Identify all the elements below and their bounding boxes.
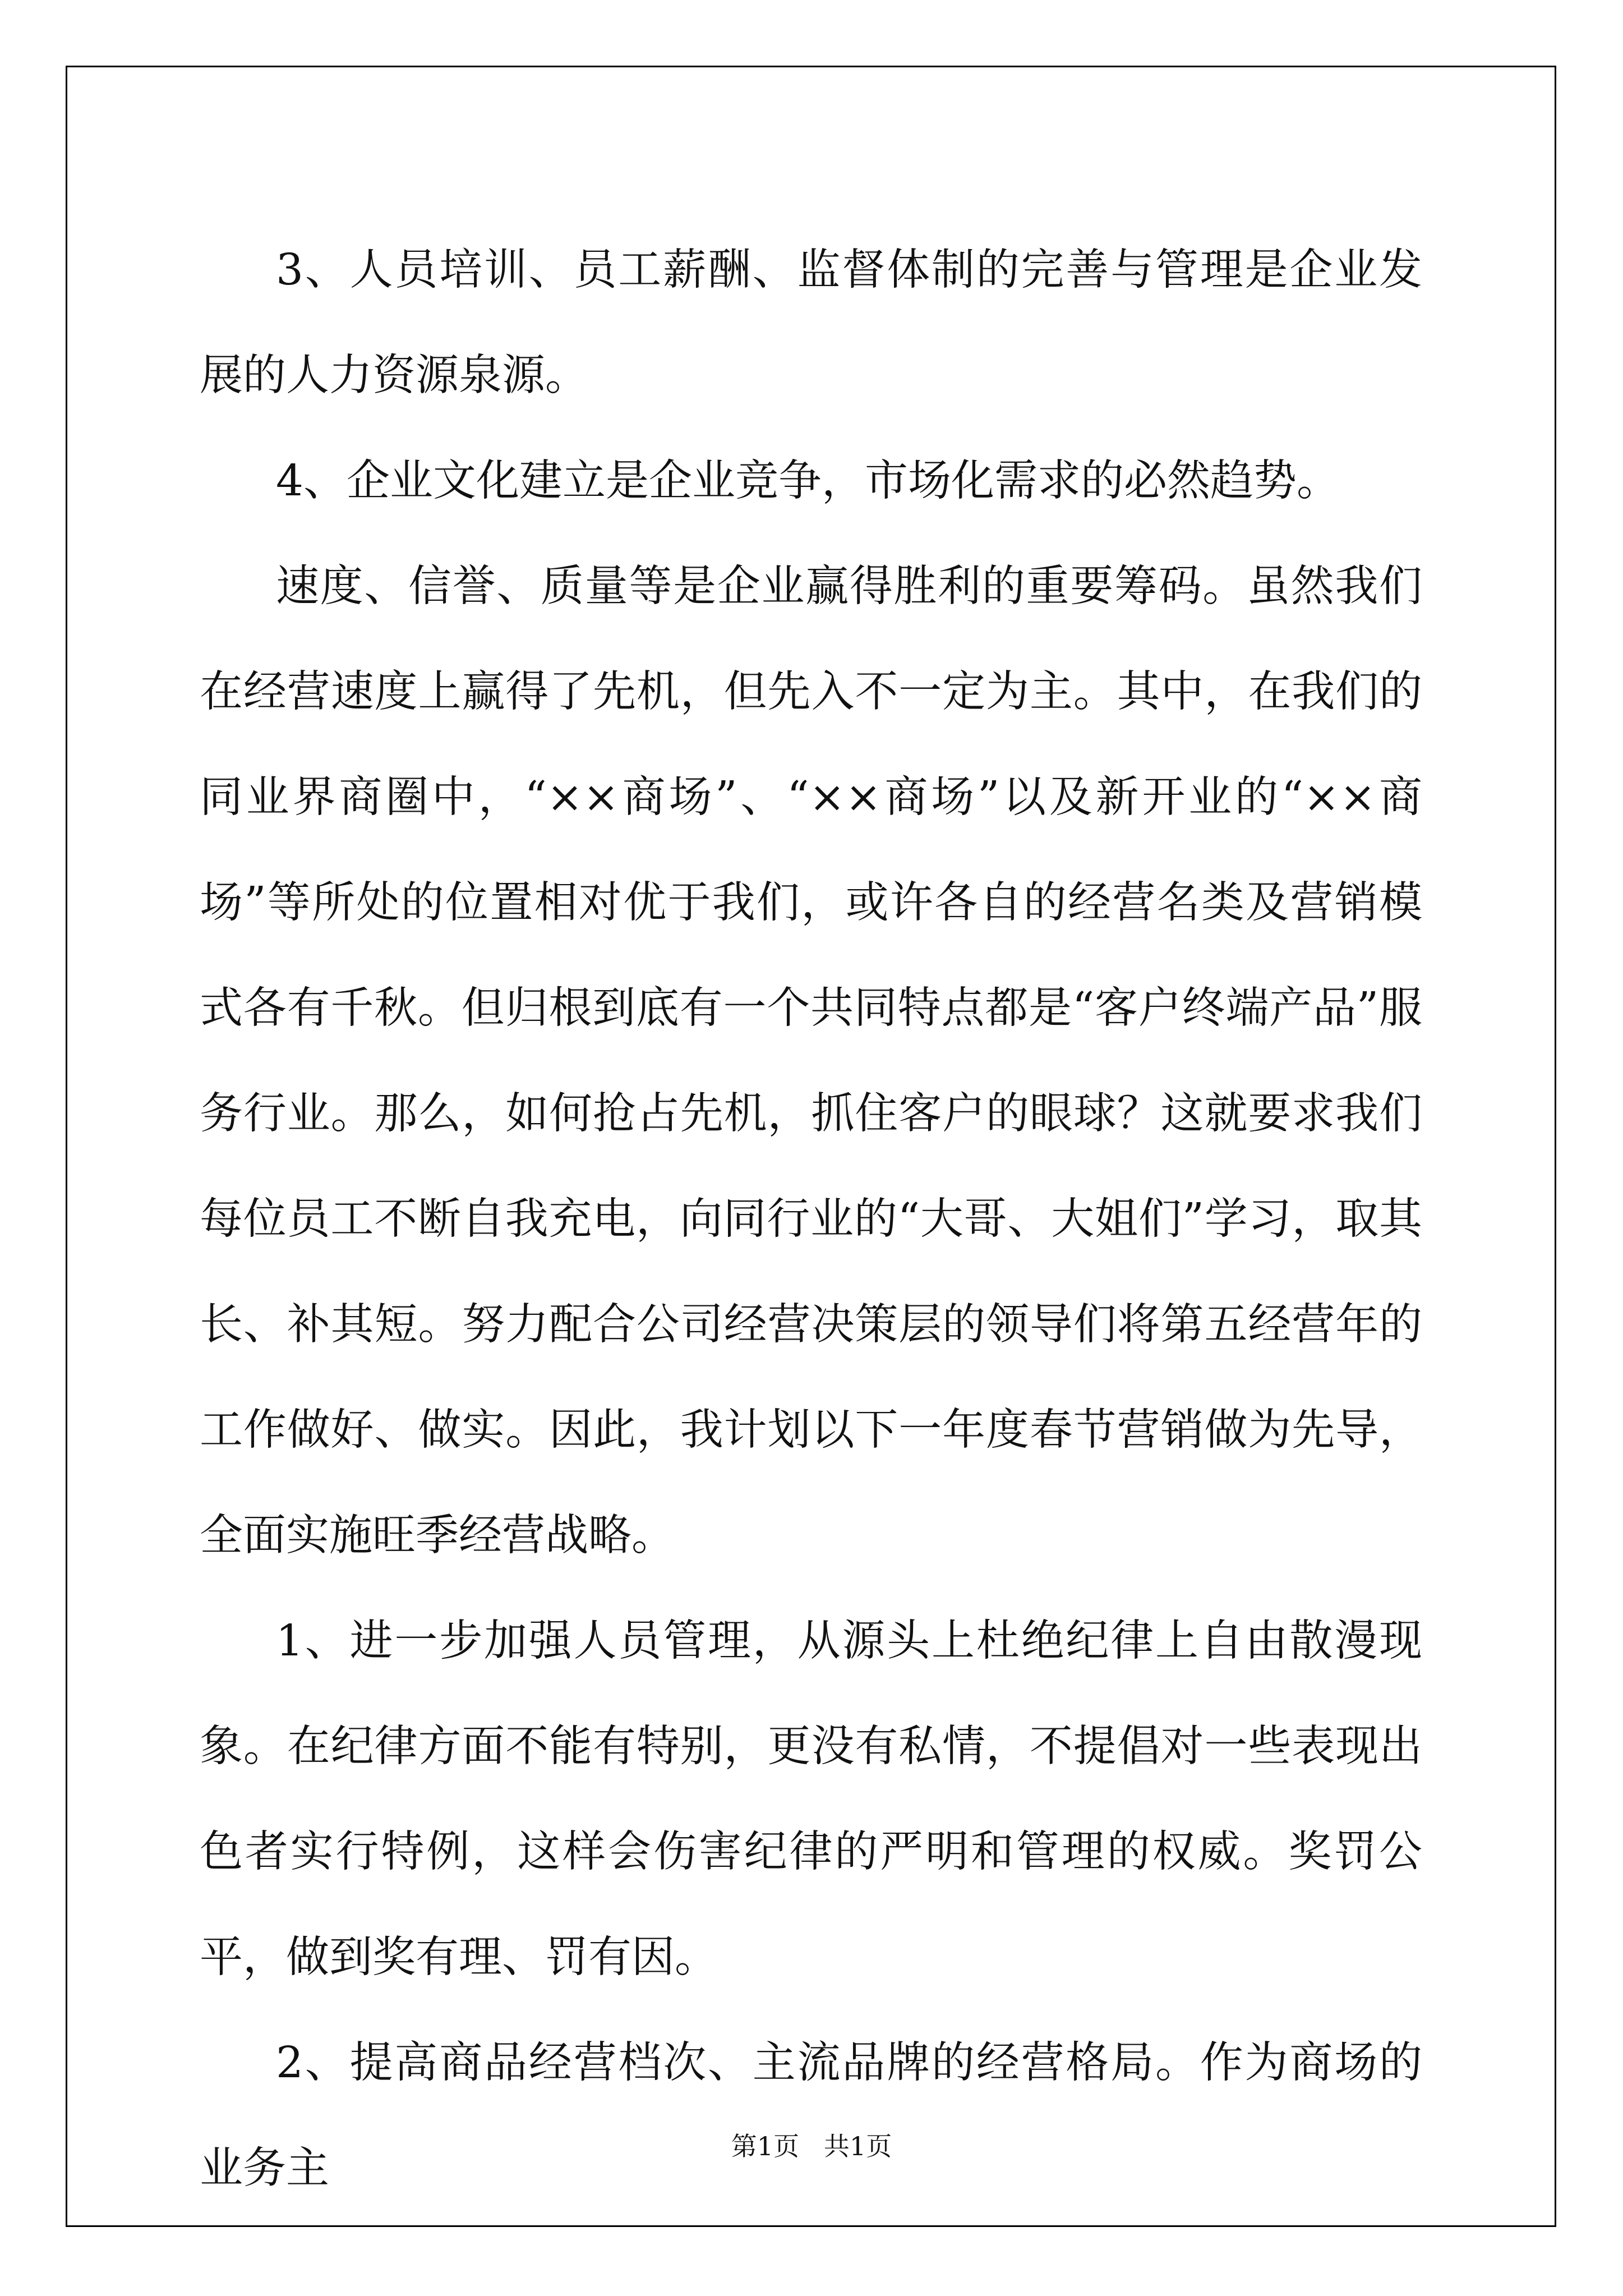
paragraph-5: 2、提高商品经营档次、主流品牌的经营格局。作为商场的业务主	[200, 2038, 1422, 2193]
paragraph-1: 3、人员培训、员工薪酬、监督体制的完善与管理是企业发展的人力资源泉源。	[200, 245, 1422, 401]
paragraph-4: 1、进一步加强人员管理，从源头上杜绝纪律上自由散漫现象。在纪律方面不能有特别，更没有私情，不提倡对一些表现出色者实行特例，这样会伤害纪律的严明和管理的权威。奖罚公平，做到奖有理、罚有因。	[200, 1616, 1422, 1982]
document-body	[200, 218, 1422, 2221]
paragraph-3: 速度、信誉、质量等是企业赢得胜利的重要筹码。虽然我们在经营速度上赢得了先机，但先入不一定为主。其中，在我们的同业界商圈中，“××商场”、“××商场”以及新开业的“××商场”等所处的位置相对优于我们，或许各自的经营名类及营销模式各有千秋。但归根到底有一个共同特点都是“客户终端产品”服务行业。那么，如何抢占先机，抓住客户的眼球？这就要求我们每位员工不断自我充电，向同行业的“大哥、大姐们”学习，取其长、补其短。努力配合公司经营决策层的领导们将第五经营年的工作做好、做实。因此，我计划以下一年度春节营销做为先导，全面实施旺季经营战略。	[200, 562, 1422, 1561]
page-footer: 第1页 共1页	[731, 2131, 892, 2161]
paragraph-2: 4、企业文化建立是企业竞争，市场化需求的必然趋势。	[276, 456, 1340, 506]
